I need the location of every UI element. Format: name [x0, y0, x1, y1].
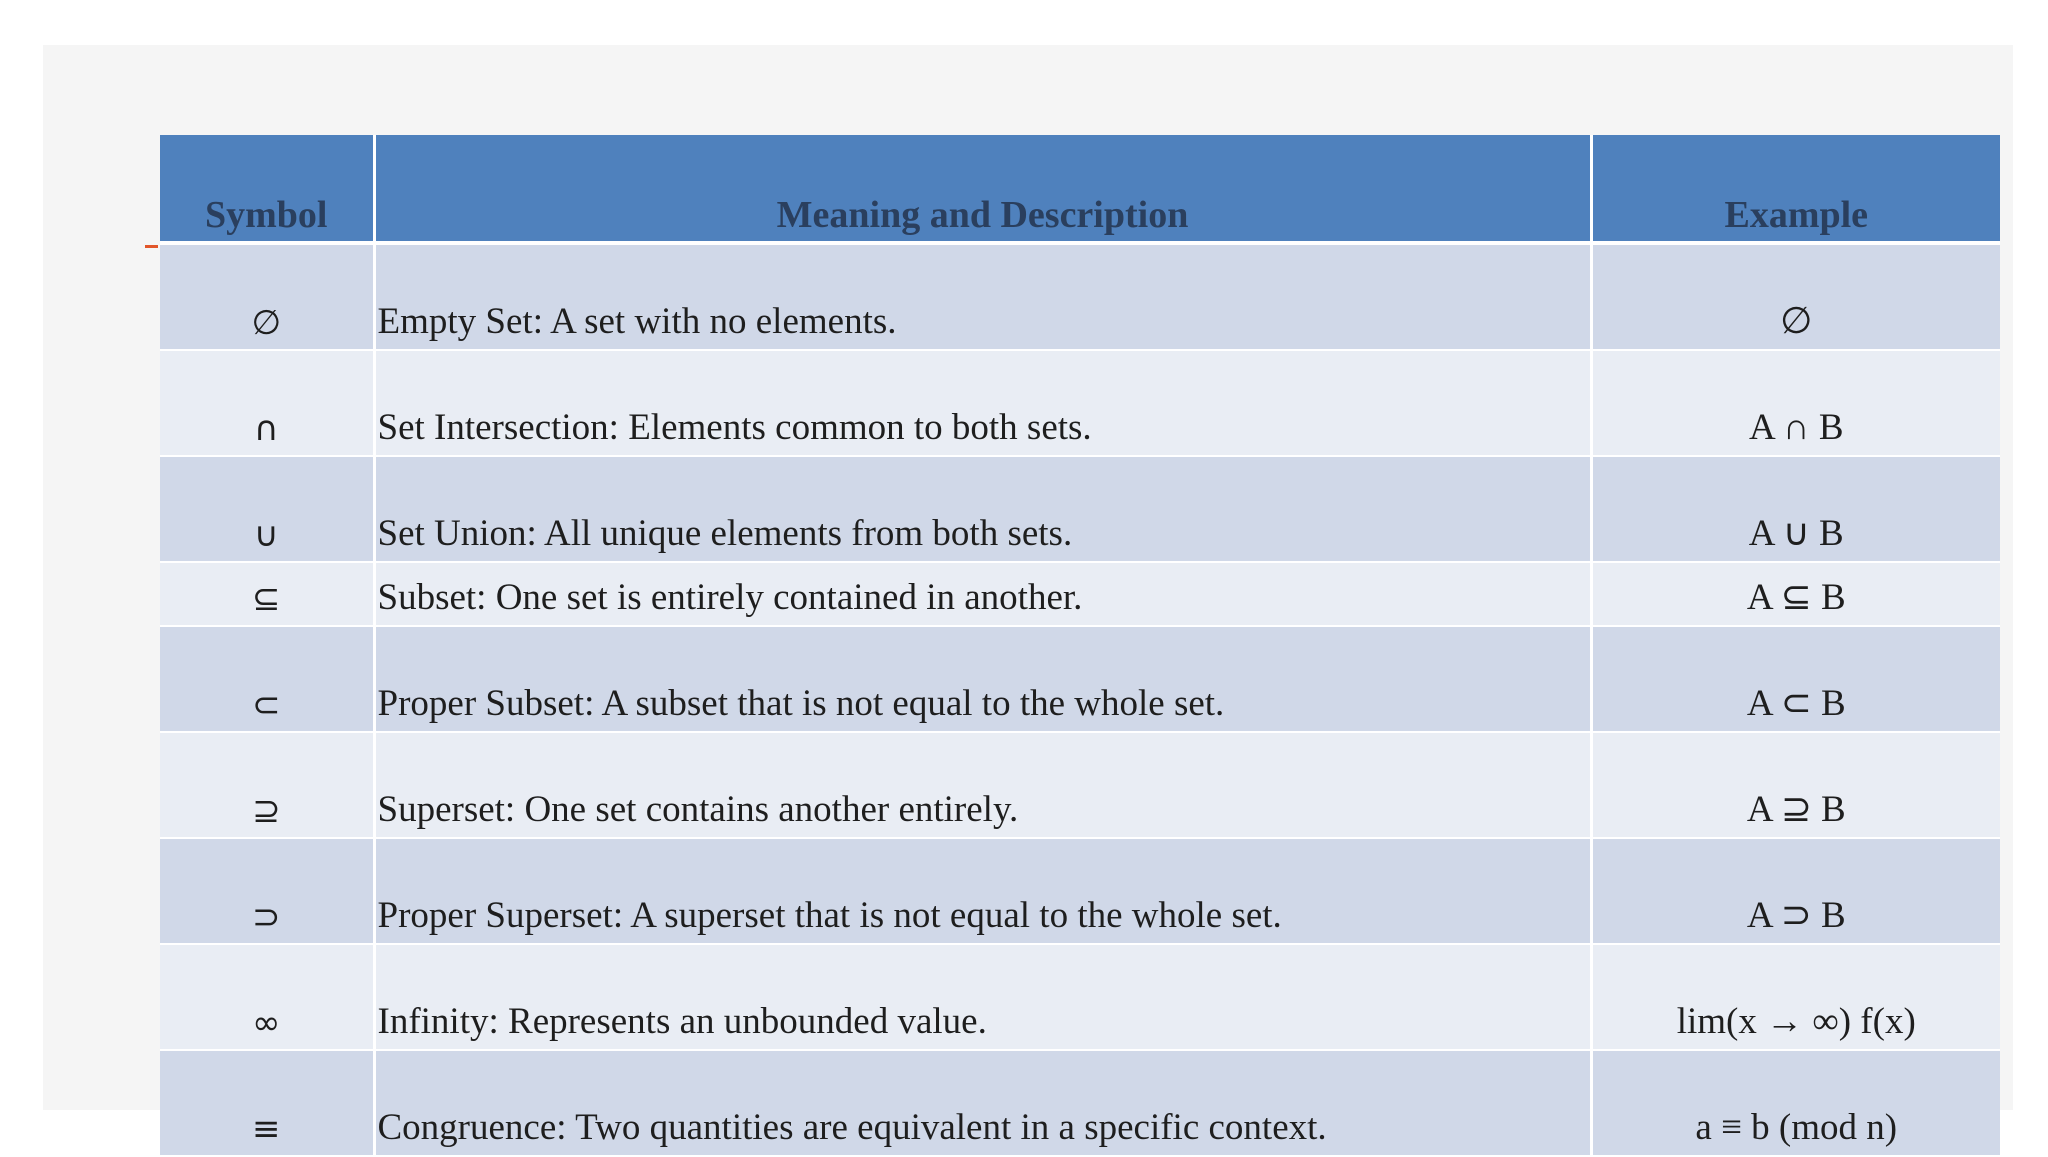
row-meaning: Set Union: All unique elements from both sets. [374, 456, 1591, 562]
row-meaning: Subset: One set is entirely contained in another. [374, 562, 1591, 626]
set-symbols-table [160, 135, 2000, 1157]
table-row-union [160, 456, 2000, 562]
accent-marker [145, 245, 158, 248]
header-symbol: Symbol [160, 135, 374, 243]
row-meaning: Proper Subset: A subset that is not equal to the whole set. [374, 626, 1591, 732]
row-meaning: Set Intersection: Elements common to both sets. [374, 350, 1591, 456]
table-row-superset [160, 732, 2000, 838]
row-meaning: Superset: One set contains another entirely. [374, 732, 1591, 838]
row-symbol: ∪ [160, 456, 374, 562]
table-row-empty-set [160, 243, 2000, 350]
row-example: A ∩ B [1591, 350, 2000, 456]
row-meaning: Infinity: Represents an unbounded value. [374, 944, 1591, 1050]
row-symbol: ⊆ [160, 562, 374, 626]
row-meaning: Congruence: Two quantities are equivalent in a specific context. [374, 1050, 1591, 1156]
table-header-row [160, 135, 2000, 243]
row-example: a ≡ b (mod n) [1591, 1050, 2000, 1156]
row-example: ∅ [1591, 243, 2000, 350]
slide-canvas [43, 45, 2013, 1149]
table-row-intersection [160, 350, 2000, 456]
row-meaning: Empty Set: A set with no elements. [374, 243, 1591, 350]
row-symbol: ⊃ [160, 838, 374, 944]
header-example: Example [1591, 135, 2000, 243]
row-example: A ⊆ B [1591, 562, 2000, 626]
row-symbol: ≡ [160, 1050, 374, 1156]
table-row-subset [160, 562, 2000, 626]
row-example: A ⊃ B [1591, 838, 2000, 944]
row-meaning: Proper Superset: A superset that is not equal to the whole set. [374, 838, 1591, 944]
row-symbol: ∞ [160, 944, 374, 1050]
header-meaning: Meaning and Description [374, 135, 1591, 243]
row-symbol: ∩ [160, 350, 374, 456]
row-symbol: ∅ [160, 243, 374, 350]
table-row-proper-superset [160, 838, 2000, 944]
row-example: A ⊂ B [1591, 626, 2000, 732]
row-symbol: ⊂ [160, 626, 374, 732]
row-example: A ⊇ B [1591, 732, 2000, 838]
table-row-congruence [160, 1050, 2000, 1156]
row-symbol: ⊇ [160, 732, 374, 838]
row-example: A ∪ B [1591, 456, 2000, 562]
table-row-infinity [160, 944, 2000, 1050]
table-row-proper-subset [160, 626, 2000, 732]
row-example: lim(x → ∞) f(x) [1591, 944, 2000, 1050]
